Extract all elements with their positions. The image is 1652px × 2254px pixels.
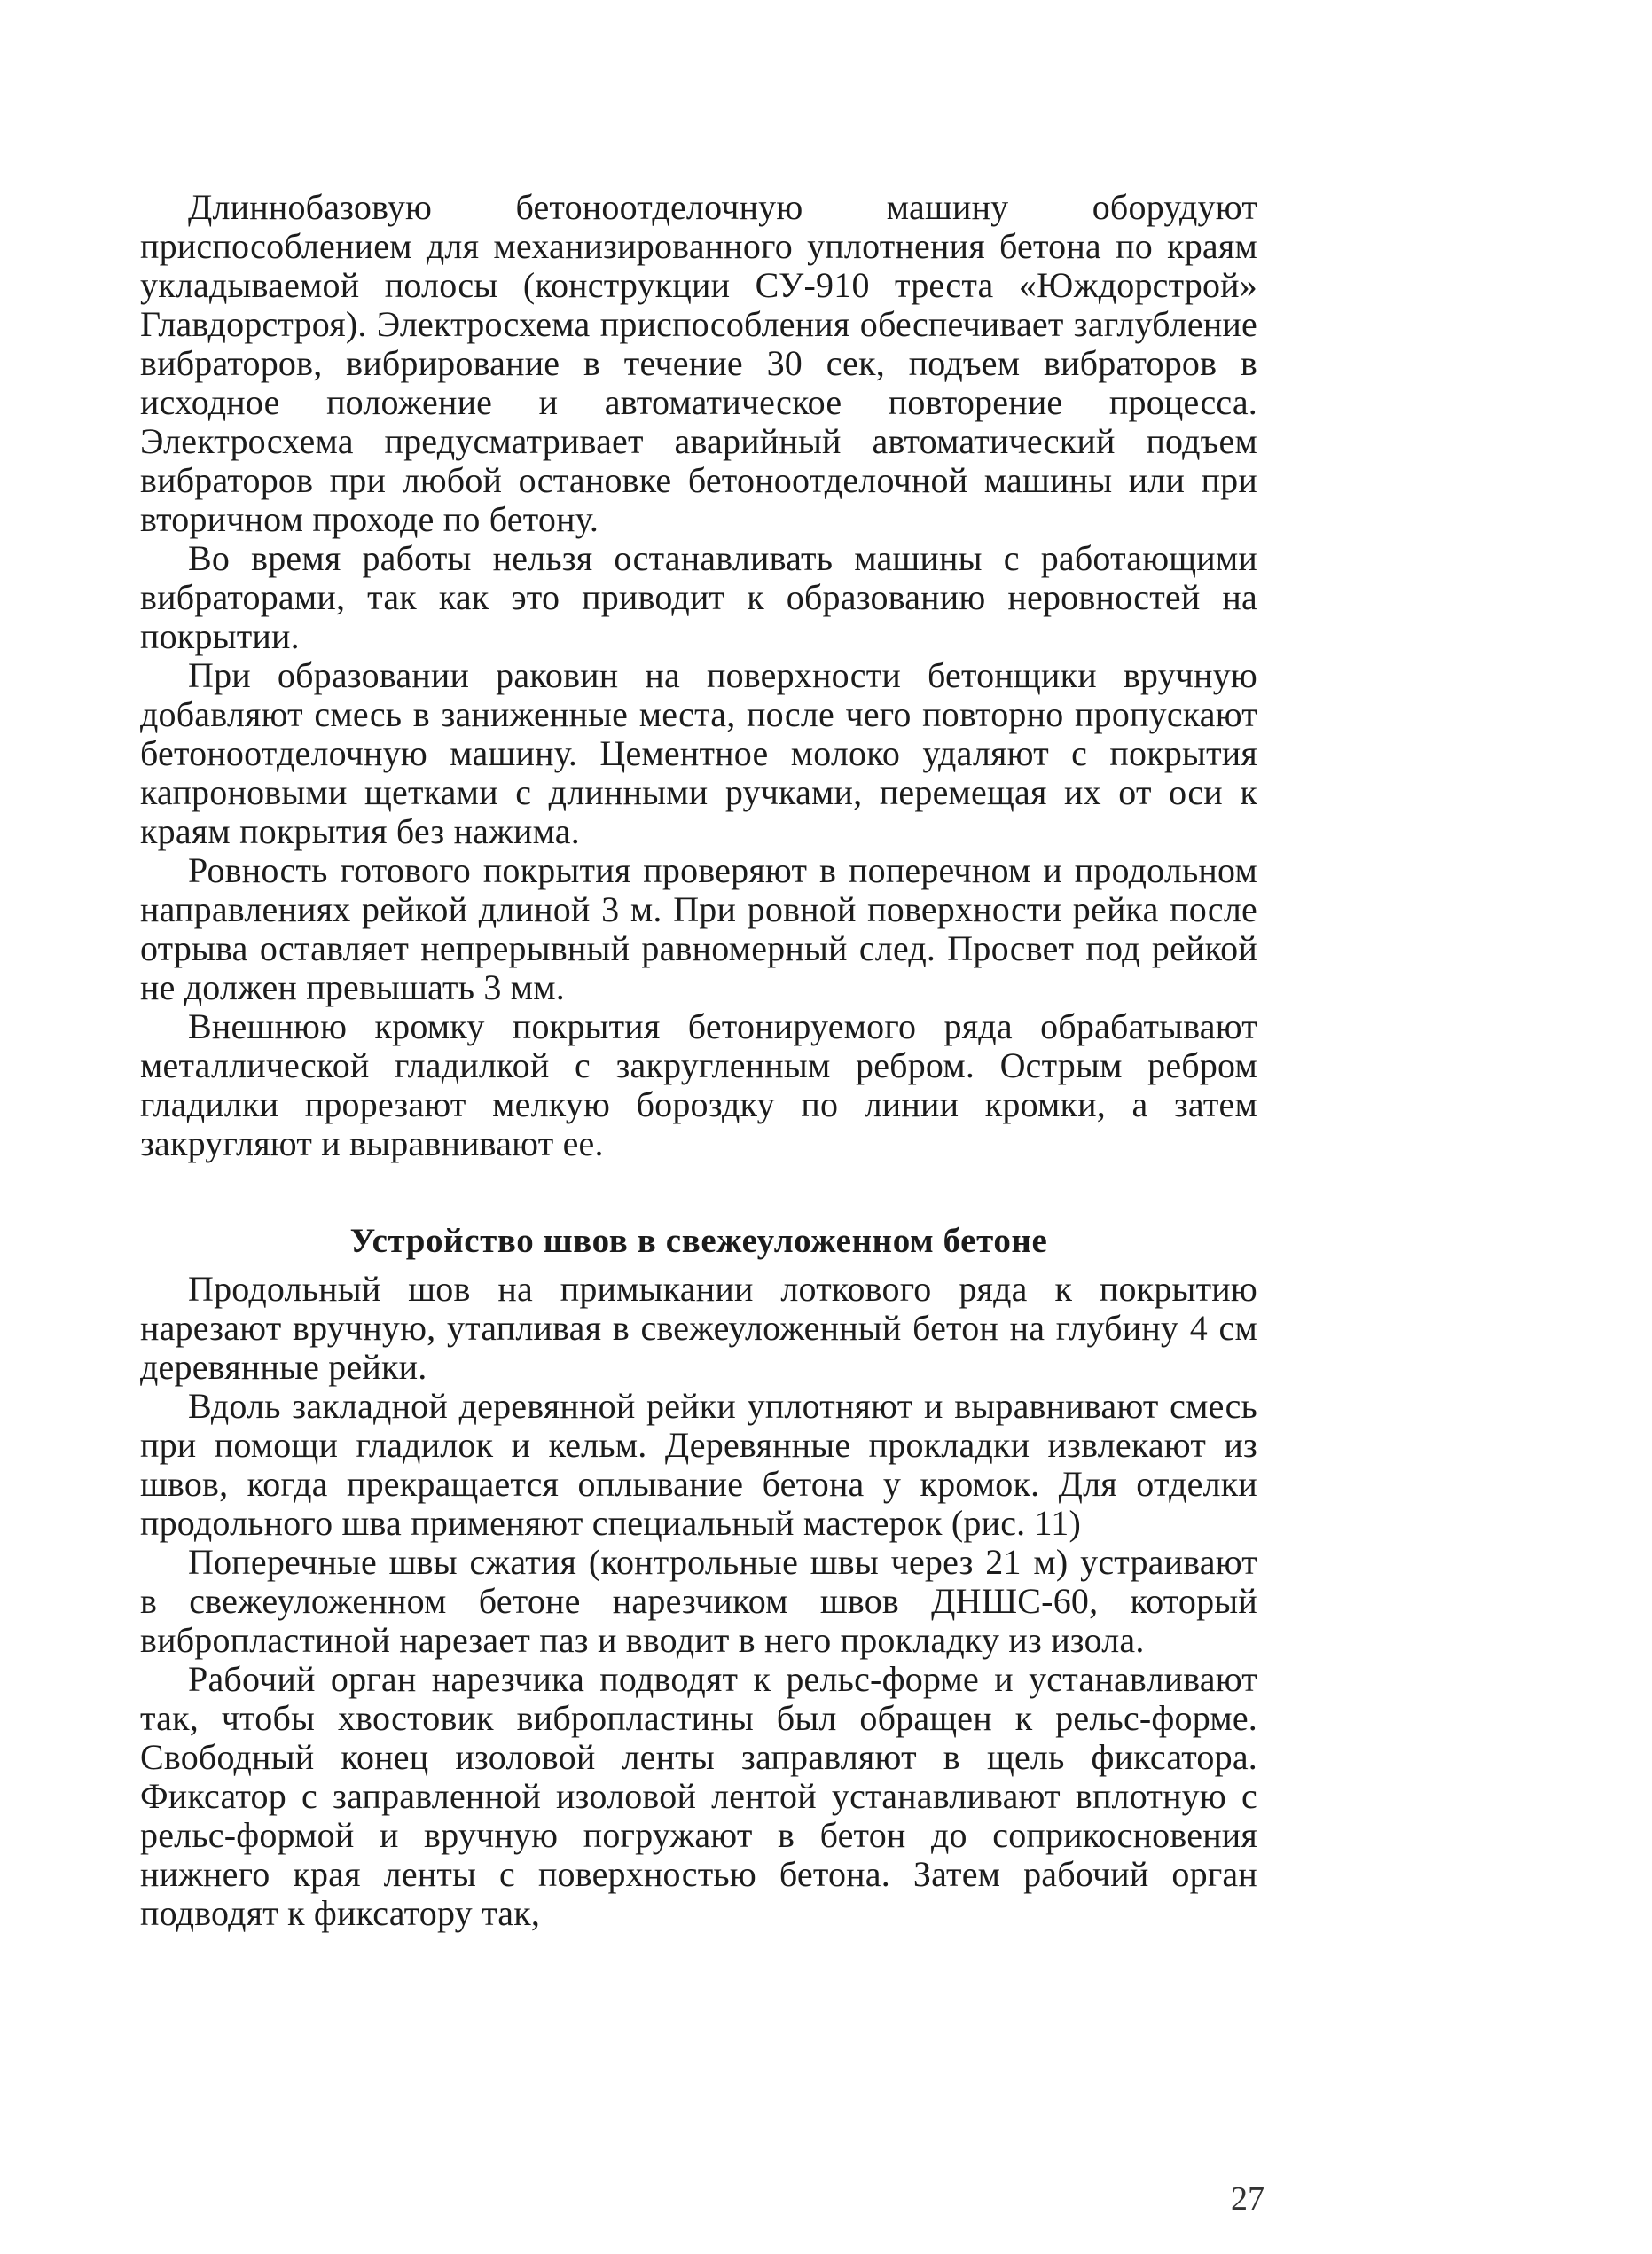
body-paragraph: При образовании раковин на поверхности бетонщики вручную добавляют смесь в заниженные места, после чего повторно пропускают бетоноотделочную машину. Цементное молоко удаляют с покрытия капроновыми щетками с длинными ручками, перемещая их от оси к краям покрытия без нажима. (140, 655, 1257, 851)
body-paragraph: Внешнюю кромку покрытия бетонируемого ряда обрабатывают металлической гладилкой с закругленным ребром. Острым ребром гладилки прорезают мелкую бороздку по линии кромки, а затем закругляют и выравнивают ее. (140, 1006, 1257, 1163)
body-paragraph: Ровность готового покрытия проверяют в поперечном и продольном направлениях рейкой длиной 3 м. При ровной поверхности рейка после отрыва оставляет непрерывный равномерный след. Просвет под рейкой не должен превышать 3 мм. (140, 850, 1257, 1007)
section-spacer (140, 1163, 1257, 1220)
section-body (140, 188, 1257, 1163)
body-paragraph: Продольный шов на примыкании лоткового ряда к покрытию нарезают вручную, утапливая в свежеуложенный бетон на глубину 4 см деревянные рейки. (140, 1269, 1257, 1387)
page-number: 27 (1231, 2180, 1264, 2218)
page-body (140, 188, 1257, 1933)
body-paragraph: Поперечные швы сжатия (контрольные швы через 21 м) устраивают в свежеуложенном бетоне нарезчиком швов ДНШС-60, который вибропластиной нарезает паз и вводит в него прокладку из изола. (140, 1542, 1257, 1660)
section-body (140, 1270, 1257, 1933)
body-paragraph: Во время работы нельзя останавливать машины с работающими вибраторами, так как это приводит к образованию неровностей на покрытии. (140, 538, 1257, 656)
section-heading: Устройство швов в свежеуложенном бетоне (349, 1222, 1048, 1260)
body-paragraph: Длиннобазовую бетоноотделочную машину оборудуют приспособлением для механизированного уплотнения бетона по краям укладываемой полосы (конструкции СУ-910 треста «Юждорстрой» Главдорстроя). Электросхема приспособления обеспечивает заглубление вибраторов, вибрирование в течение 30 сек, подъем вибраторов в исходное положение и автоматическое повторение процесса. Электросхема предусматривает аварийный автоматический подъем вибраторов при любой остановке бетоноотделочной машины или при вторичном проходе по бетону. (140, 187, 1257, 539)
body-paragraph: Вдоль закладной деревянной рейки уплотняют и выравнивают смесь при помощи гладилок и кельм. Деревянные прокладки извлекают из швов, когда прекращается оплывание бетона у кромок. Для отделки продольного шва применяют специальный мастерок (рис. 11) (140, 1386, 1257, 1543)
body-paragraph: Рабочий орган нарезчика подводят к рельс-форме и устанавливают так, чтобы хвостовик вибропластины был обращен к рельс-форме. Свободный конец изоловой ленты заправляют в щель фиксатора. Фиксатор с заправленной изоловой лентой устанавливают вплотную с рельс-формой и вручную погружают в бетон до соприкосновения нижнего края ленты с поверхностью бетона. Затем рабочий орган подводят к фиксатору так, (140, 1659, 1257, 1933)
